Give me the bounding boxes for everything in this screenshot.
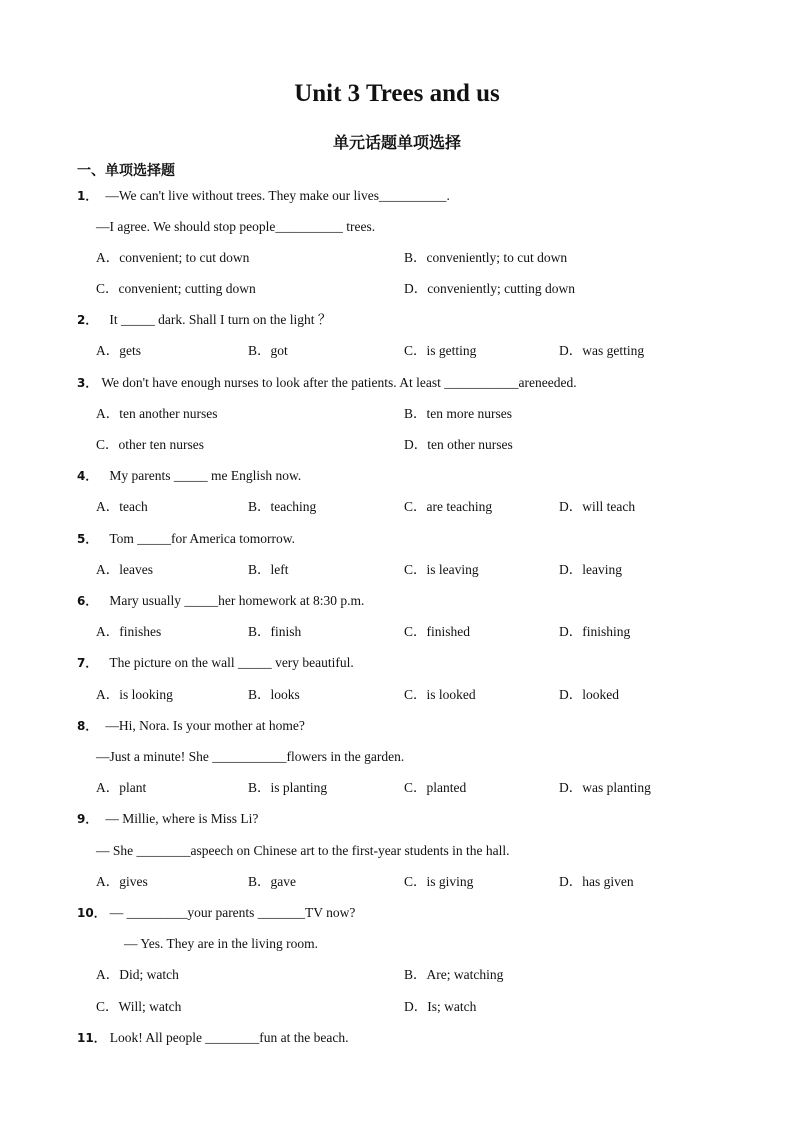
- option-b[interactable]: B．ten more nurses: [404, 406, 512, 421]
- option-c[interactable]: C．is looked: [404, 687, 476, 702]
- option-d[interactable]: D．leaving: [559, 562, 622, 577]
- question-7-stem: [77, 654, 354, 672]
- option-a[interactable]: A．finishes: [96, 624, 162, 639]
- page-subtitle: 单元话题单项选择: [332, 133, 461, 152]
- question-number: 8．: [77, 719, 98, 733]
- option-a[interactable]: A．plant: [96, 780, 147, 795]
- option-d[interactable]: D．Is; watch: [404, 999, 477, 1014]
- option-c[interactable]: C．are teaching: [404, 499, 493, 514]
- question-10-stem: [77, 904, 355, 922]
- question-number: 1．: [77, 189, 98, 203]
- option-c[interactable]: C．other ten nurses: [96, 437, 204, 452]
- question-4-stem: [77, 467, 301, 485]
- question-3-stem: [77, 374, 577, 392]
- question-text: The picture on the wall _____ very beautiful.: [109, 655, 354, 670]
- question-text: — Yes. They are in the living room.: [124, 936, 318, 951]
- option-d[interactable]: D．has given: [559, 874, 634, 889]
- question-text: —I agree. We should stop people__________ trees.: [96, 219, 376, 234]
- option-d[interactable]: D．conveniently; cutting down: [404, 281, 575, 296]
- question-11-stem: [77, 1029, 349, 1047]
- question-2-stem: [77, 311, 331, 329]
- option-d[interactable]: D．ten other nurses: [404, 437, 513, 452]
- question-number: 4．: [77, 469, 98, 483]
- question-number: 7．: [77, 656, 98, 670]
- option-d[interactable]: D．looked: [559, 687, 619, 702]
- option-c[interactable]: C．is leaving: [404, 562, 479, 577]
- question-5-stem: [77, 530, 295, 548]
- option-c[interactable]: C．is giving: [404, 874, 474, 889]
- option-d[interactable]: D．finishing: [559, 624, 631, 639]
- page-title: Unit 3 Trees and us: [294, 80, 500, 107]
- option-b[interactable]: B．Are; watching: [404, 967, 504, 982]
- option-a[interactable]: A．is looking: [96, 687, 173, 702]
- question-number: 6．: [77, 594, 98, 608]
- question-text: Tom _____for America tomorrow.: [109, 531, 295, 546]
- option-b[interactable]: B．left: [248, 562, 289, 577]
- option-b[interactable]: B．gave: [248, 874, 296, 889]
- question-number: 10．: [77, 906, 106, 920]
- option-b[interactable]: B．looks: [248, 687, 300, 702]
- option-a[interactable]: A．Did; watch: [96, 967, 179, 982]
- question-text: Look! All people ________fun at the beach.: [109, 1030, 349, 1045]
- section-heading: 一、单项选择题: [77, 163, 175, 179]
- question-text: — She ________aspeech on Chinese art to the first-year students in the hall.: [96, 843, 510, 858]
- question-text: —Hi, Nora. Is your mother at home?: [105, 718, 305, 733]
- question-text: —We can't live without trees. They make our lives__________.: [105, 188, 450, 203]
- question-number: 3．: [77, 376, 98, 390]
- option-d[interactable]: D．was getting: [559, 343, 645, 358]
- question-9-stem: [77, 810, 258, 828]
- option-c[interactable]: C．convenient; cutting down: [96, 281, 256, 296]
- question-text: We don't have enough nurses to look after the patients. At least ___________areneeded.: [101, 375, 577, 390]
- option-d[interactable]: D．will teach: [559, 499, 636, 514]
- option-d[interactable]: D．was planting: [559, 780, 651, 795]
- option-a[interactable]: A．ten another nurses: [96, 406, 218, 421]
- option-b[interactable]: B．conveniently; to cut down: [404, 250, 568, 265]
- question-number: 5．: [77, 532, 98, 546]
- option-b[interactable]: B．finish: [248, 624, 302, 639]
- option-b[interactable]: B．got: [248, 343, 288, 358]
- question-number: 9．: [77, 812, 98, 826]
- option-c[interactable]: C．finished: [404, 624, 470, 639]
- question-text: My parents _____ me English now.: [109, 468, 302, 483]
- question-text: —Just a minute! She ___________flowers in the garden.: [96, 749, 405, 764]
- question-text: — _________your parents _______TV now?: [109, 905, 356, 920]
- option-a[interactable]: A．convenient; to cut down: [96, 250, 250, 265]
- question-8-stem: [77, 717, 305, 735]
- option-a[interactable]: A．leaves: [96, 562, 153, 577]
- question-6-stem: [77, 592, 364, 610]
- question-text: Mary usually _____her homework at 8:30 p.m.: [109, 593, 365, 608]
- question-number: 11．: [77, 1031, 106, 1045]
- question-number: 2．: [77, 313, 98, 327]
- option-c[interactable]: C．is getting: [404, 343, 477, 358]
- option-c[interactable]: C．Will; watch: [96, 999, 182, 1014]
- question-text: — Millie, where is Miss Li?: [105, 811, 259, 826]
- question-text: It _____ dark. Shall I turn on the light ？: [109, 312, 332, 327]
- option-b[interactable]: B．is planting: [248, 780, 328, 795]
- option-a[interactable]: A．gets: [96, 343, 141, 358]
- question-1-stem: [77, 187, 450, 205]
- option-a[interactable]: A．teach: [96, 499, 148, 514]
- option-a[interactable]: A．gives: [96, 874, 148, 889]
- option-b[interactable]: B．teaching: [248, 499, 317, 514]
- option-c[interactable]: C．planted: [404, 780, 467, 795]
